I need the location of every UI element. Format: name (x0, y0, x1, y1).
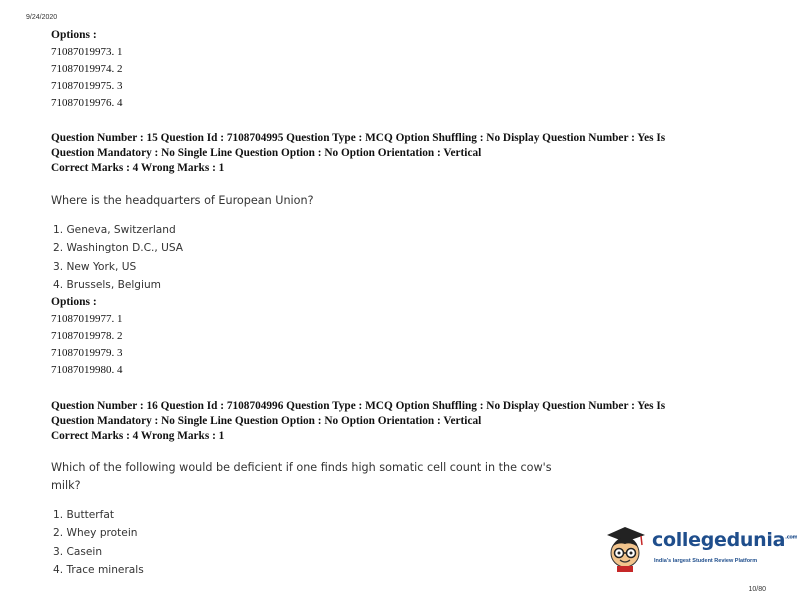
question-meta-line: Correct Marks : 4 Wrong Marks : 1 (51, 162, 225, 174)
question-text (51, 459, 611, 495)
answer-choice: 3. Casein (53, 546, 103, 558)
question-meta-line: Question Number : 16 Question Id : 7108704996 Question Type : MCQ Option Shuffling : No Display Question Number : Yes Is (51, 400, 666, 412)
question-meta-line: Question Number : 15 Question Id : 7108704995 Question Type : MCQ Option Shuffling : No Display Question Number : Yes Is (51, 132, 666, 144)
question-text-line: milk? (51, 479, 81, 492)
option-line: 71087019977. 1 (51, 313, 123, 325)
question-meta-line: Correct Marks : 4 Wrong Marks : 1 (51, 430, 225, 442)
option-line: 71087019976. 4 (51, 97, 123, 109)
question-meta-line: Question Mandatory : No Single Line Question Option : No Option Orientation : Vertical (51, 147, 482, 159)
question-meta-line: Question Mandatory : No Single Line Question Option : No Option Orientation : Vertical (51, 415, 482, 427)
answer-choice: 2. Washington D.C., USA (53, 242, 184, 254)
page-number: 10/80 (748, 586, 766, 593)
answer-choice: 3. New York, US (53, 261, 137, 273)
mascot-icon (603, 523, 649, 573)
logo-tagline: India's largest Student Review Platform (654, 558, 758, 564)
option-line: 71087019973. 1 (51, 46, 123, 58)
answer-choice: 1. Butterfat (53, 509, 115, 521)
question-meta (51, 399, 731, 444)
question-meta (51, 131, 731, 176)
answer-choice: 4. Trace minerals (53, 564, 144, 576)
options-title: Options : (51, 29, 97, 41)
options-title: Options : (51, 296, 97, 308)
option-line: 71087019978. 2 (51, 330, 123, 342)
answer-choice: 1. Geneva, Switzerland (53, 224, 176, 236)
option-line: 71087019974. 2 (51, 63, 123, 75)
option-line: 71087019980. 4 (51, 364, 123, 376)
question-text: Where is the headquarters of European Union? (51, 194, 314, 207)
option-line: 71087019979. 3 (51, 347, 123, 359)
answer-choice: 2. Whey protein (53, 527, 138, 539)
collegedunia-logo (603, 523, 797, 573)
logo-wordmark: collegedunia$^{.com}$ (652, 529, 797, 551)
question-text-line: Which of the following would be deficient if one finds high somatic cell count in the cow's (51, 461, 552, 474)
option-line: 71087019975. 3 (51, 80, 123, 92)
print-date: 9/24/2020 (26, 14, 58, 21)
answer-choice: 4. Brussels, Belgium (53, 279, 161, 291)
